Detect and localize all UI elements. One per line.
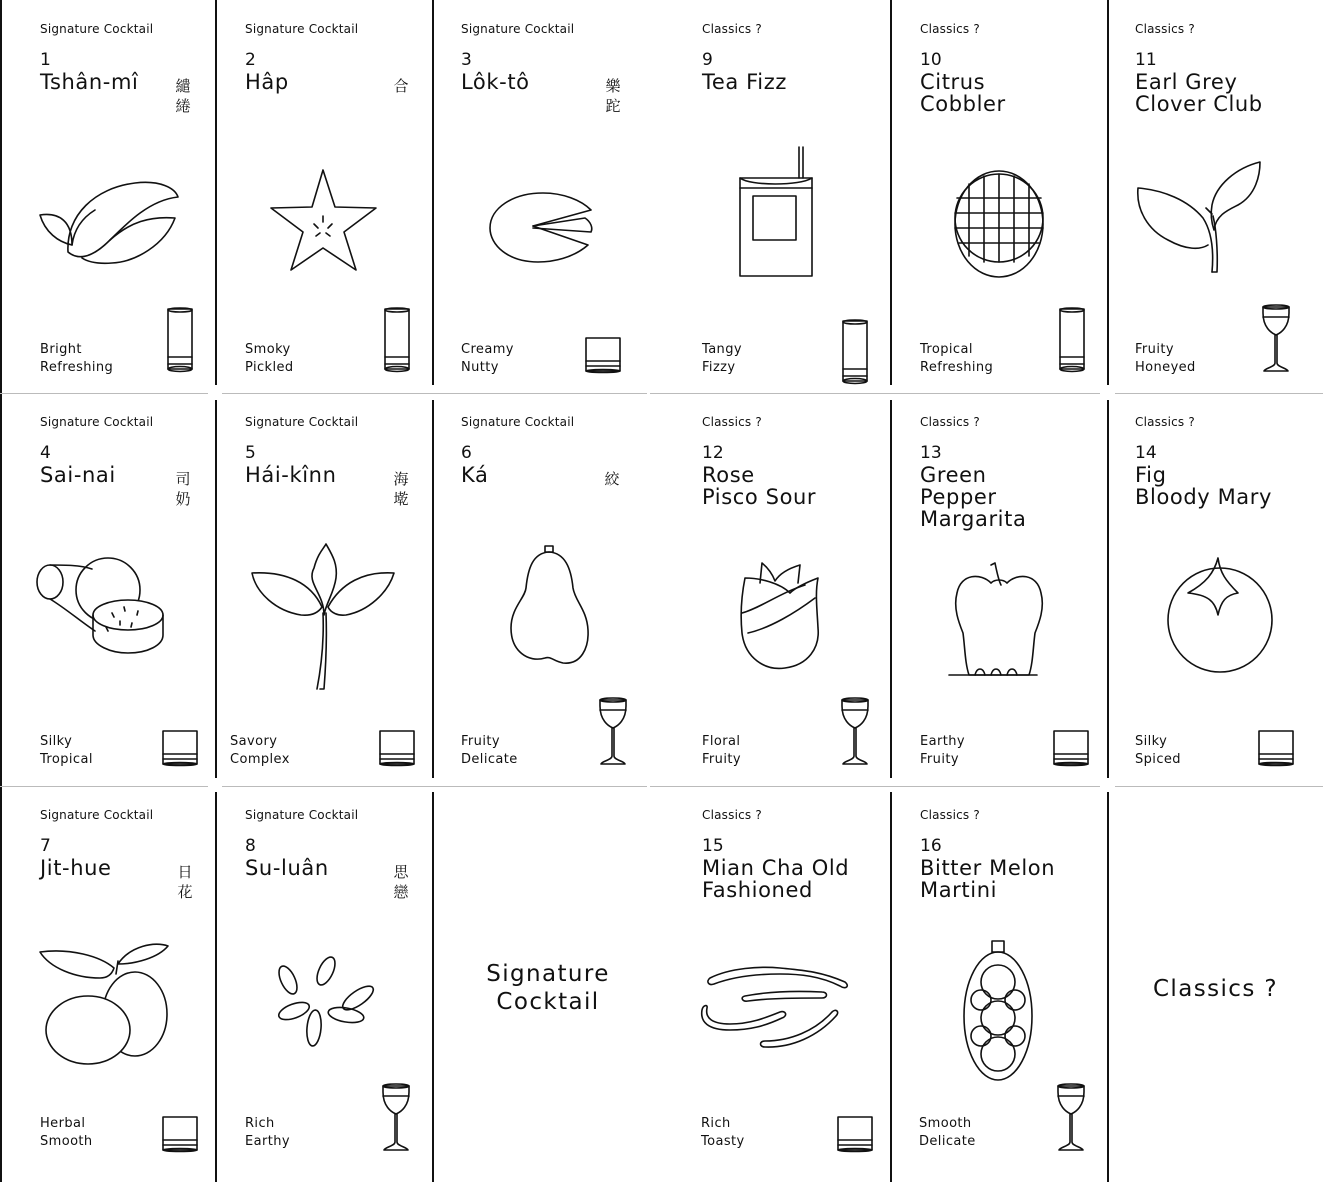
card-taste: Tropical Refreshing [920, 342, 994, 375]
card-number: 14 [1135, 443, 1157, 463]
card-title: Jit-hue [40, 856, 112, 880]
cocktail-card[interactable] [891, 0, 1107, 393]
card-taste: Rich Earthy [245, 1116, 290, 1149]
card-number: 8 [245, 836, 256, 856]
card-category: Signature Cocktail [245, 22, 359, 36]
card-title: Lôk-tô [461, 70, 530, 94]
highball-glass-icon [842, 319, 868, 385]
card-chinese-name: 合 [393, 77, 409, 95]
card-number: 16 [920, 836, 942, 856]
card-category: Signature Cocktail [40, 808, 154, 822]
rocks-glass-icon [379, 730, 415, 766]
card-title: Fig Bloody Mary [1135, 463, 1273, 509]
pistachio-icon [433, 0, 649, 393]
card-taste: Silky Spiced [1135, 734, 1181, 767]
card-number: 7 [40, 836, 51, 856]
card-chinese-name: 樂跎 [605, 77, 621, 115]
card-title: Citrus Cobbler [920, 70, 1006, 116]
tomato-icon [1108, 393, 1323, 786]
card-category: Classics ? [702, 22, 762, 36]
card-category: Classics ? [920, 808, 980, 822]
card-title: Su-luân [245, 856, 329, 880]
card-chinese-name: 思戀 [393, 863, 409, 901]
section-title: Signature Cocktail [486, 961, 610, 1015]
rocks-glass-icon [162, 730, 198, 766]
card-category: Signature Cocktail [461, 415, 575, 429]
card-category: Classics ? [920, 22, 980, 36]
cocktail-card[interactable] [650, 786, 890, 1182]
card-number: 15 [702, 836, 724, 856]
highball-glass-icon [384, 307, 410, 373]
card-number: 3 [461, 50, 472, 70]
card-chinese-name: 繾綣 [175, 77, 191, 115]
highball-glass-icon [1059, 307, 1085, 373]
card-taste: Earthy Fruity [920, 734, 965, 767]
cocktail-card[interactable] [0, 393, 215, 786]
cocktail-card[interactable] [433, 0, 649, 393]
card-chinese-name: 絞 [604, 470, 620, 488]
wine-glass-icon [1261, 305, 1291, 373]
card-category: Signature Cocktail [40, 22, 154, 36]
card-category: Classics ? [1135, 415, 1195, 429]
card-taste: Fruity Honeyed [1135, 342, 1196, 375]
card-number: 11 [1135, 50, 1157, 70]
rocks-glass-icon [1053, 730, 1089, 766]
card-title: Bitter Melon Martini [920, 856, 1056, 902]
highball-glass-icon [167, 307, 193, 373]
section-title: Classics ? [1152, 976, 1279, 1002]
card-taste: Floral Fruity [702, 734, 741, 767]
card-taste: Smooth Delicate [919, 1116, 976, 1149]
card-number: 6 [461, 443, 472, 463]
card-number: 5 [245, 443, 256, 463]
card-category: Signature Cocktail [245, 808, 359, 822]
card-chinese-name: 日花 [177, 863, 193, 901]
card-title: Ká [461, 463, 489, 487]
card-number: 12 [702, 443, 724, 463]
card-taste: Bright Refreshing [40, 342, 114, 375]
rocks-glass-icon [837, 1116, 873, 1152]
cocktail-card[interactable] [0, 786, 215, 1182]
sprout-icon [216, 393, 432, 786]
card-chinese-name: 海墘 [393, 470, 409, 508]
card-number: 9 [702, 50, 713, 70]
cocktail-card[interactable] [891, 786, 1107, 1182]
card-taste: Creamy Nutty [461, 342, 514, 375]
card-title: Tshân-mî [40, 70, 139, 94]
card-category: Signature Cocktail [245, 415, 359, 429]
card-number: 10 [920, 50, 942, 70]
card-category: Classics ? [702, 415, 762, 429]
cocktail-card[interactable] [216, 786, 432, 1182]
card-number: 13 [920, 443, 942, 463]
card-taste: Fruity Delicate [461, 734, 518, 767]
card-category: Classics ? [702, 808, 762, 822]
card-title: Green Pepper Margarita [920, 463, 1027, 531]
sliced-fruit-icon [0, 393, 215, 786]
cocktail-card[interactable] [216, 393, 432, 786]
card-taste: Tangy Fizzy [702, 342, 742, 375]
cocktail-card[interactable] [1108, 0, 1323, 393]
card-number: 2 [245, 50, 256, 70]
card-title: Sai-nai [40, 463, 116, 487]
card-taste: Herbal Smooth [40, 1116, 93, 1149]
classics-cover[interactable] [1108, 786, 1323, 1182]
card-category: Signature Cocktail [461, 22, 575, 36]
wine-glass-icon [840, 698, 870, 766]
card-title: Mian Cha Old Fashioned [702, 856, 850, 902]
card-category: Signature Cocktail [40, 415, 154, 429]
wine-glass-icon [1056, 1084, 1086, 1152]
rocks-glass-icon [1258, 730, 1294, 766]
card-taste: Savory Complex [230, 734, 290, 767]
rocks-glass-icon [585, 337, 621, 373]
wine-glass-icon [381, 1084, 411, 1152]
cocktail-card[interactable] [1108, 393, 1323, 786]
wine-glass-icon [598, 698, 628, 766]
cocktail-card[interactable] [891, 393, 1107, 786]
card-chinese-name: 司奶 [175, 470, 191, 508]
cocktail-card[interactable] [650, 393, 890, 786]
card-number: 4 [40, 443, 51, 463]
card-number: 1 [40, 50, 51, 70]
cocktail-card[interactable] [0, 0, 215, 393]
cocktail-card[interactable] [650, 0, 890, 393]
card-title: Hái-kînn [245, 463, 337, 487]
bell-pepper-icon [891, 393, 1107, 786]
card-category: Classics ? [1135, 22, 1195, 36]
card-title: Tea Fizz [702, 70, 787, 94]
card-category: Classics ? [920, 415, 980, 429]
signature-cocktail-cover[interactable] [433, 786, 649, 1182]
card-taste: Smoky Pickled [245, 342, 294, 375]
card-taste: Rich Toasty [701, 1116, 745, 1149]
card-title: Earl Grey Clover Club [1135, 70, 1263, 116]
card-taste: Silky Tropical [40, 734, 93, 767]
card-title: Hâp [245, 70, 289, 94]
rocks-glass-icon [162, 1116, 198, 1152]
cocktail-card[interactable] [216, 0, 432, 393]
cocktail-card[interactable] [433, 393, 649, 786]
card-title: Rose Pisco Sour [702, 463, 817, 509]
